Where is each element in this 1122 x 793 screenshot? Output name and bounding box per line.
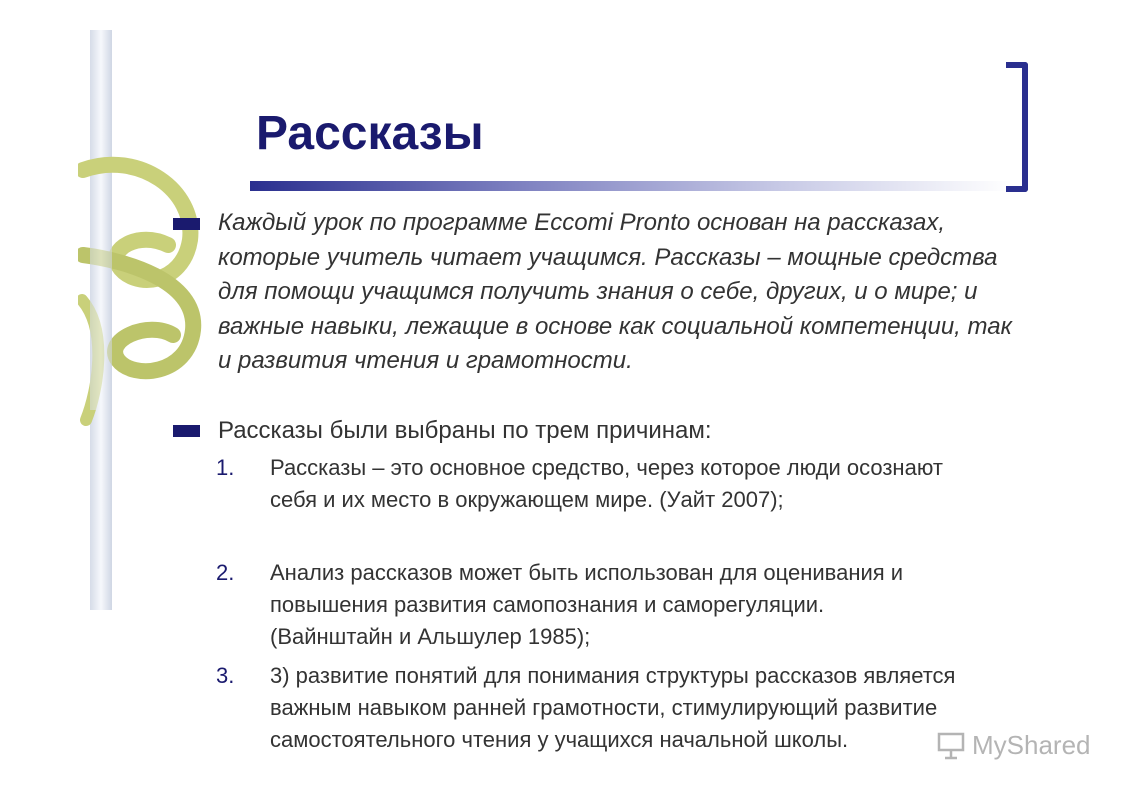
bullet-marker: [173, 218, 200, 230]
bullet-marker: [173, 425, 200, 437]
slide-title: Рассказы: [256, 107, 484, 160]
list-number: 1.: [216, 455, 235, 480]
presentation-board-icon: [936, 731, 966, 761]
title-underline-bar: [250, 181, 1012, 191]
decorative-ribbon-post: [78, 30, 208, 620]
title-bracket-decoration: [1006, 62, 1028, 192]
list-item: 3) развитие понятий для понимания структуры рассказов является важным навыком ранней грамотности, стимулирующий развитие самостоятельного чтения у учащихся начальной школы.: [270, 663, 956, 752]
list-item: Рассказы – это основное средство, через которое люди осознают себя и их место в окружающем мире. (Уайт 2007);: [270, 455, 943, 512]
watermark: [936, 730, 1091, 761]
list-item: Анализ рассказов может быть использован для оценивания и повышения развития самопознания и саморегуляции. (Вайнштайн и Альшулер 1985);: [270, 560, 904, 649]
list-number: 3.: [216, 663, 235, 688]
reasons-heading: Рассказы были выбраны по трем причинам:: [218, 417, 712, 444]
intro-paragraph: Каждый урок по программе Eccomi Pronto основан на рассказах, которые учитель читает учащимся. Рассказы – мощные средства для помощи учащимся получить знания о себе, других, и о мире; и важные навыки, лежащие в основе как социальной компетенции, так и развития чтения и грамотности.: [218, 209, 1012, 374]
watermark-text: MyShared: [972, 730, 1091, 760]
list-number: 2.: [216, 560, 235, 585]
